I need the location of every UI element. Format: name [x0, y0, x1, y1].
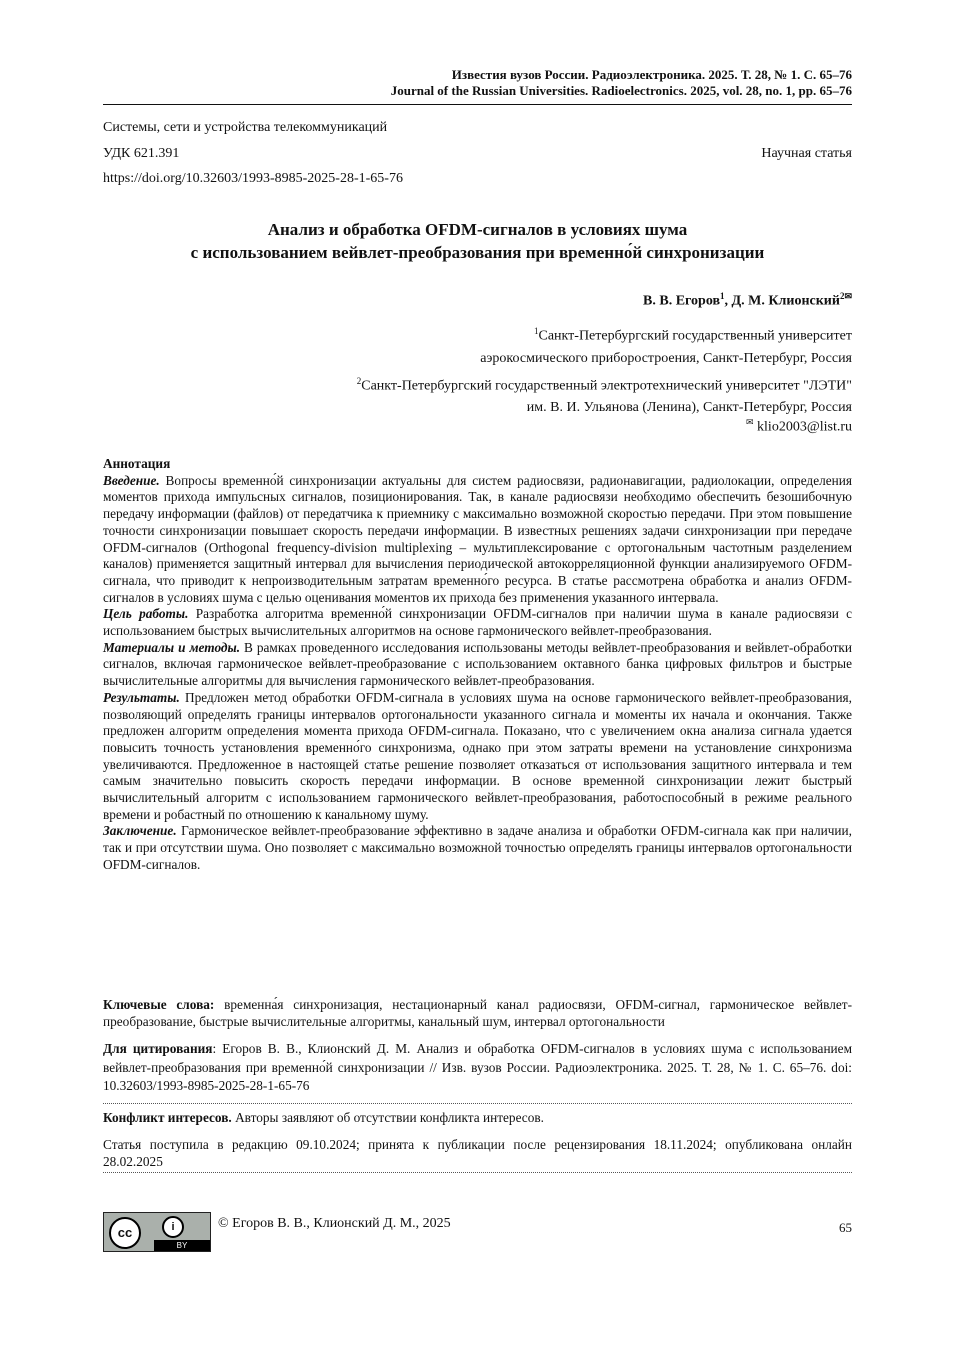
citation [103, 1040, 852, 1096]
udk-row [103, 146, 852, 162]
results-label: Результаты. [103, 689, 180, 705]
email-link[interactable]: klio2003@list.ru [757, 419, 852, 435]
abstract-aim [103, 606, 852, 639]
conclusion-label: Заключение. [103, 823, 177, 839]
aim-label: Цель работы. [103, 606, 189, 622]
conflict-of-interest [103, 1110, 852, 1126]
conflict-label: Конфликт интересов. [103, 1110, 232, 1125]
journal-header-ru: Известия вузов России. Радиоэлектроника. 2025. Т. 28, № 1. С. 65–76 [451, 67, 852, 82]
affiliations [357, 320, 852, 419]
journal-header-en: Journal of the Russian Universities. Radioelectronics. 2025, vol. 28, no. 1, pp. 65–76 [390, 83, 852, 98]
keywords [103, 996, 852, 1030]
aff-1-line-1: $^1$Санкт-Петербургский государственный университет [534, 326, 852, 344]
aim-text: Разработка алгоритма временно́й синхронизации OFDM-сигналов при наличии шума в канале радиосвязи с использованием быстрых вычислительных алгоритмов на основе гармонического вейвлет-преобразования. [103, 606, 853, 639]
copyright: © Егоров В. В., Клионский Д. М., 2025 [218, 1216, 451, 1231]
title-line-2: с использованием вейвлет-преобразования при временно́й синхронизации [190, 243, 765, 262]
article-title [103, 218, 852, 264]
citation-label: Для цитирования [103, 1041, 213, 1056]
section-name: Системы, сети и устройства телекоммуникаций [103, 120, 388, 135]
authors [643, 291, 852, 310]
author-sep: , [724, 293, 732, 309]
aff-2-sup: 2 [356, 375, 362, 386]
aff-1-sup: 1 [534, 326, 539, 336]
received-dates: Статья поступила в редакцию 09.10.2024; принята к публикации после рецензирования 18.11.2024; опубликована онлайн 28.02.2025 [103, 1137, 852, 1169]
aff-2-line-1: $^2$Санкт-Петербургский государственный электротехнический университет "ЛЭТИ" [356, 375, 852, 394]
methods-label: Материалы и методы. [103, 639, 241, 655]
intro-text: Вопросы временно́й синхронизации актуальны для систем радиосвязи, радионавигации, радиолокации, определения моментов прихода импульсных сигналов, позиционирования. Так, в канале радиосвязи необходимо обеспечить безошибочную передачу информации (файлов) от передатчика к приемнику с максимально возможной скоростью передачи. При этом повышение точности синхронизации повышает скорость передачи информации. В известных решениях задачи синхронизации при передаче OFDM-сигналов (Orthogonal frequency-division multiplexing – мультиплексирование с ортогональным частотным разделением каналов) применяется защитный интервал для вычисления периодической автокорреляционной функции анализируемого OFDM-сигнала, что приводит к непроизводительным затратам временно́го ресурса. В статье рассмотрена обработка и анализ OFDM-сигналов в условиях шума с целью оценивания моментов их прихода без применения указанного интервала. [103, 472, 852, 605]
article-page [103, 0, 852, 1350]
aff-1-line-2: аэрокосмического приборостроения, Санкт-Петербург, Россия [480, 350, 852, 366]
page-number: 65 [839, 1220, 852, 1235]
abstract-intro [103, 473, 852, 607]
divider-dotted [103, 1172, 852, 1173]
keywords-label: Ключевые слова: [103, 997, 215, 1012]
conflict-text: Авторы заявляют об отсутствии конфликта интересов. [231, 1110, 544, 1125]
intro-label: Введение. [103, 472, 160, 488]
article-type: Научная статья [761, 146, 852, 161]
abstract-methods [103, 640, 852, 690]
author-2-sup: 2 [839, 291, 845, 301]
cc-by-license-badge[interactable] [103, 1212, 211, 1252]
author-1-sup: 1 [720, 291, 725, 301]
udk: УДК 621.391 [103, 146, 180, 161]
aff-2-line-2: им. В. И. Ульянова (Ленина), Санкт-Петербург, Россия [526, 400, 852, 416]
abstract-conclusion [103, 823, 852, 873]
author-1: В. В. Егоров [643, 293, 721, 309]
abstract-results [103, 690, 852, 824]
doi-link[interactable]: https://doi.org/10.32603/1993-8985-2025-28-1-65-76 [103, 171, 403, 186]
conclusion-text: Гармоническое вейвлет-преобразование эффективно в задаче анализа и обработки OFDM-сигнала как при наличии, так и при отсутствии шума. Оно позволяет с максимально возможной точностью определять границы интервалов ортогональности OFDM-сигналов. [103, 823, 852, 872]
citation-text: : Егоров В. В., Клионский Д. М. Анализ и обработка OFDM-сигналов в условиях шума с использованием вейвлет-преобразования при временно́й синхронизации // Изв. вузов России. Радиоэлектроника. 2025. Т. 28, № 1. С. 65–76. doi: 10.32603/1993-8985-2025-28-1-65-76 [103, 1041, 852, 1093]
header-rule [103, 104, 852, 105]
by-label: BY [154, 1240, 210, 1251]
keywords-text: временна́я синхронизация, нестационарный канал радиосвязи, OFDM-сигнал, гармоническое вейвлет-преобразование, быстрые вычислительные алгоритмы, канальный шум, интервал ортогональности [103, 997, 852, 1029]
mail-icon: ✉ [844, 291, 852, 301]
envelope-icon: ✉ [746, 417, 754, 427]
divider-dotted [103, 1103, 852, 1104]
journal-header [391, 67, 852, 99]
attribution-icon: i [162, 1216, 184, 1238]
cc-icon: cc [109, 1217, 141, 1249]
methods-text: В рамках проведенного исследования использованы методы вейвлет-преобразования и вейвлет-обработки сигналов, включая гармоническое вейвлет-преобразование с использованием октавного банка цифровых фильтров и быстрые вычислительные алгоритмы для вычисления гармонического вейвлет-преобразования. [103, 639, 852, 689]
results-text: Предложен метод обработки OFDM-сигнала в условиях шума на основе гармонического вейвлет-преобразования, позволяющий определять границы интервалов ортогональности указанного сигнала и моменты их начала и окончания. Также предложен алгоритм определения момента прихода OFDM-сигнала. Показано, что с увеличением окна анализа сигнала удается повысить точность установления временно́го синхронизма, однако при этом затраты времени на установление синхронизма увеличиваются. Предложенное в настоящей статье решение позволяет отказаться от использования защитного интервала и тем самым значительно повысить скорость передачи информации. В основе временной синхронизации лежит быстрый вычислительный алгоритм с использованием гармонического вейвлет-преобразования, работоспособный в режиме реального времени и робастный по отношению к канальному шуму. [103, 689, 852, 822]
author-2: Д. М. Клионский [731, 293, 840, 309]
abstract [103, 456, 852, 874]
abstract-heading: Аннотация [103, 456, 171, 471]
title-line-1: Анализ и обработка OFDM-сигналов в условиях шума [267, 220, 688, 239]
email-row [746, 417, 852, 436]
